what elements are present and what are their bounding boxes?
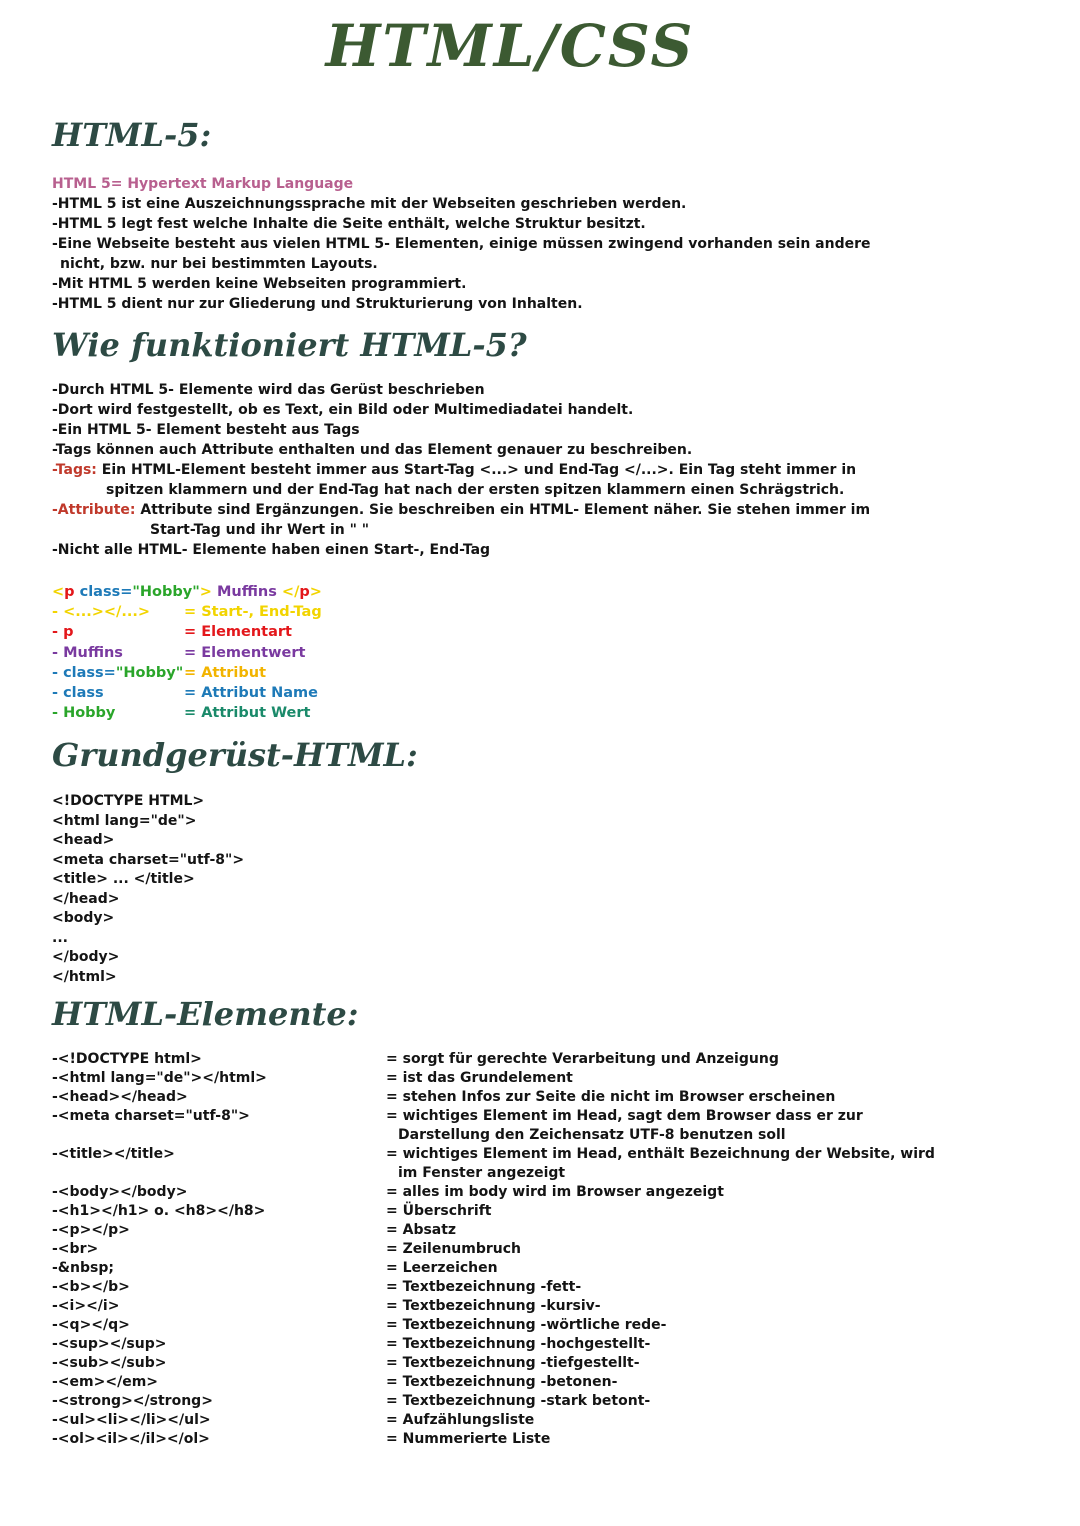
element-tag: -<ol><il></il></ol>	[52, 1431, 210, 1447]
element-tag: -<h1></h1> o. <h8></h8>	[52, 1203, 266, 1219]
example-hobby: "Hobby"	[132, 584, 200, 600]
example-right: = Attribut Name	[184, 684, 318, 701]
attr-text: Attribute sind Ergänzungen. Sie beschreiben ein HTML- Element näher. Sie stehen immer im	[135, 502, 871, 518]
html5-text	[52, 174, 871, 314]
element-row	[52, 1392, 935, 1411]
example-left	[52, 663, 183, 683]
example-row	[52, 663, 322, 683]
element-tag: -<body></body>	[52, 1184, 188, 1200]
element-desc: = ist das Grundelement	[386, 1070, 573, 1086]
example-right: = Elementwert	[184, 644, 306, 661]
element-desc: = stehen Infos zur Seite die nicht im Browser erscheinen	[386, 1089, 836, 1105]
element-tag: -<em></em>	[52, 1374, 159, 1390]
example-right: = Attribut Wert	[184, 705, 311, 722]
tag-example	[52, 582, 322, 723]
element-desc-cont: im Fenster angezeigt	[398, 1165, 566, 1181]
element-tag: -<!DOCTYPE html>	[52, 1051, 202, 1067]
section-heading-html5: HTML-5:	[52, 116, 212, 154]
skeleton-line: <head>	[52, 832, 115, 848]
element-desc: = Textbezeichnung -stark betont-	[386, 1393, 651, 1409]
element-tag: -<br>	[52, 1241, 99, 1257]
example-close-lt: </	[281, 584, 300, 600]
element-row	[52, 1069, 935, 1088]
skeleton-line: </head>	[52, 890, 120, 907]
example-gt: >	[199, 584, 212, 600]
tags-line-2: spitzen klammern und der End-Tag hat nach der ersten spitzen klammern einen Schrägstrich.	[106, 482, 845, 498]
element-row	[52, 1354, 935, 1373]
example-row	[52, 602, 322, 622]
example-row	[52, 683, 322, 703]
skeleton-line: <meta charset="utf-8">	[52, 851, 245, 868]
skeleton-line: </body>	[52, 949, 120, 965]
example-left: - Hobby	[52, 705, 116, 722]
element-desc: = Textbezeichnung -kursiv-	[386, 1298, 601, 1314]
how-text	[52, 380, 870, 560]
how-line: -Tags können auch Attribute enthalten und das Element genauer zu beschreiben.	[52, 442, 693, 458]
example-left: - p	[52, 624, 74, 641]
example-right: = Start-, End-Tag	[184, 604, 322, 621]
element-desc: = Textbezeichnung -fett-	[386, 1279, 582, 1295]
how-line: -Ein HTML 5- Element besteht aus Tags	[52, 422, 360, 438]
tags-line	[52, 460, 870, 480]
html5-line: -Eine Webseite besteht aus vielen HTML 5- Elementen, einige müssen zwingend vorhanden sein andere	[52, 236, 871, 252]
example-left: - <...></...>	[52, 604, 151, 621]
html5-line: -HTML 5 legt fest welche Inhalte die Seite enthält, welche Struktur besitzt.	[52, 216, 646, 232]
element-desc: = alles im body wird im Browser angezeigt	[386, 1184, 724, 1200]
html5-definition: HTML 5= Hypertext Markup Language	[52, 176, 354, 192]
element-tag: -<strong></strong>	[52, 1393, 213, 1409]
element-row	[52, 1145, 935, 1183]
element-desc: = Absatz	[386, 1222, 457, 1238]
element-tag: -<b></b>	[52, 1279, 130, 1295]
element-desc: = Textbezeichnung -wörtliche rede-	[386, 1317, 667, 1333]
element-desc: = Überschrift	[386, 1203, 492, 1219]
how-line: -Durch HTML 5- Elemente wird das Gerüst beschrieben	[52, 382, 485, 398]
element-desc: = Zeilenumbruch	[386, 1241, 522, 1257]
element-tag: -&nbsp;	[52, 1260, 114, 1276]
element-desc: = sorgt für gerechte Verarbeitung und Anzeigung	[386, 1051, 779, 1067]
element-desc: = wichtiges Element im Head, sagt dem Browser dass er zur	[386, 1108, 863, 1124]
skeleton-line: <title> ... </title>	[52, 871, 195, 887]
element-row	[52, 1259, 935, 1278]
how-last-line: -Nicht alle HTML- Elemente haben einen Start-, End-Tag	[52, 542, 491, 558]
example-row	[52, 703, 322, 723]
example-p: p	[64, 584, 75, 600]
element-desc: = Textbezeichnung -betonen-	[386, 1374, 618, 1390]
attr-label: -Attribute:	[52, 502, 136, 518]
element-row	[52, 1297, 935, 1316]
element-tag: -<meta charset="utf-8">	[52, 1108, 250, 1124]
element-row	[52, 1411, 935, 1430]
element-row	[52, 1240, 935, 1259]
skeleton-line: <html lang="de">	[52, 812, 197, 829]
element-tag: -<ul><li></li></ul>	[52, 1412, 211, 1428]
section-heading-elements: HTML-Elemente:	[52, 995, 359, 1033]
element-row	[52, 1373, 935, 1392]
element-row	[52, 1202, 935, 1221]
skeleton-line: <!DOCTYPE HTML>	[52, 793, 205, 809]
example-open-bracket: <	[52, 584, 65, 600]
html5-line: -HTML 5 ist eine Auszeichnungssprache mit der Webseiten geschrieben werden.	[52, 196, 687, 212]
example-muffins: Muffins	[211, 584, 282, 600]
example-class: class=	[74, 584, 133, 600]
how-line: -Dort wird festgestellt, ob es Text, ein Bild oder Multimediadatei handelt.	[52, 402, 634, 418]
html5-line: -Mit HTML 5 werden keine Webseiten programmiert.	[52, 276, 467, 292]
example-close-p: p	[299, 584, 310, 600]
element-desc: = Nummerierte Liste	[386, 1431, 551, 1447]
skeleton-line: ...	[52, 929, 68, 946]
example-row	[52, 622, 322, 642]
element-tag: -<p></p>	[52, 1222, 130, 1238]
example-right: = Elementart	[184, 624, 292, 641]
element-row	[52, 1221, 935, 1240]
example-row	[52, 643, 322, 663]
section-heading-how: Wie funktioniert HTML-5?	[52, 326, 527, 364]
tags-text: Ein HTML-Element besteht immer aus Start-Tag <...> und End-Tag </...>. Ein Tag steht immer in	[96, 462, 857, 478]
section-heading-skeleton: Grundgerüst-HTML:	[52, 736, 418, 774]
example-close-gt: >	[309, 584, 322, 600]
element-tag: -<head></head>	[52, 1089, 188, 1105]
page-title: HTML/CSS	[325, 12, 695, 80]
example-right: = Attribut	[184, 664, 267, 681]
html5-line: -HTML 5 dient nur zur Gliederung und Strukturierung von Inhalten.	[52, 296, 583, 312]
example-left-hobby: "Hobby"	[115, 664, 184, 681]
element-desc: = Textbezeichnung -tiefgestellt-	[386, 1355, 640, 1371]
skeleton-code	[52, 792, 244, 987]
element-tag: -<i></i>	[52, 1298, 120, 1314]
element-row	[52, 1278, 935, 1297]
elements-list	[52, 1050, 935, 1449]
element-row	[52, 1050, 935, 1069]
element-row	[52, 1088, 935, 1107]
element-tag: -<q></q>	[52, 1317, 130, 1333]
example-left: - Muffins	[52, 644, 123, 661]
element-tag: -<html lang="de"></html>	[52, 1070, 267, 1086]
tags-label: -Tags:	[52, 462, 97, 478]
attr-line	[52, 500, 870, 520]
example-code-line	[52, 582, 322, 602]
element-row	[52, 1430, 935, 1449]
element-tag: -<sub></sub>	[52, 1355, 167, 1371]
element-desc: = wichtiges Element im Head, enthält Bezeichnung der Website, wird	[386, 1146, 935, 1162]
element-desc: = Leerzeichen	[386, 1260, 498, 1276]
skeleton-line: </html>	[52, 968, 117, 985]
example-left-class: - class=	[52, 664, 116, 681]
element-tag: -<title></title>	[52, 1146, 175, 1162]
element-desc: = Aufzählungsliste	[386, 1412, 535, 1428]
element-row	[52, 1335, 935, 1354]
element-desc-cont: Darstellung den Zeichensatz UTF-8 benutzen soll	[398, 1127, 786, 1143]
example-left: - class	[52, 684, 104, 701]
html5-line: nicht, bzw. nur bei bestimmten Layouts.	[60, 256, 378, 272]
skeleton-line: <body>	[52, 910, 115, 926]
element-desc: = Textbezeichnung -hochgestellt-	[386, 1336, 651, 1352]
element-tag: -<sup></sup>	[52, 1336, 167, 1352]
attr-line-2: Start-Tag und ihr Wert in " "	[150, 522, 370, 538]
element-row	[52, 1316, 935, 1335]
element-row	[52, 1183, 935, 1202]
element-row	[52, 1107, 935, 1145]
